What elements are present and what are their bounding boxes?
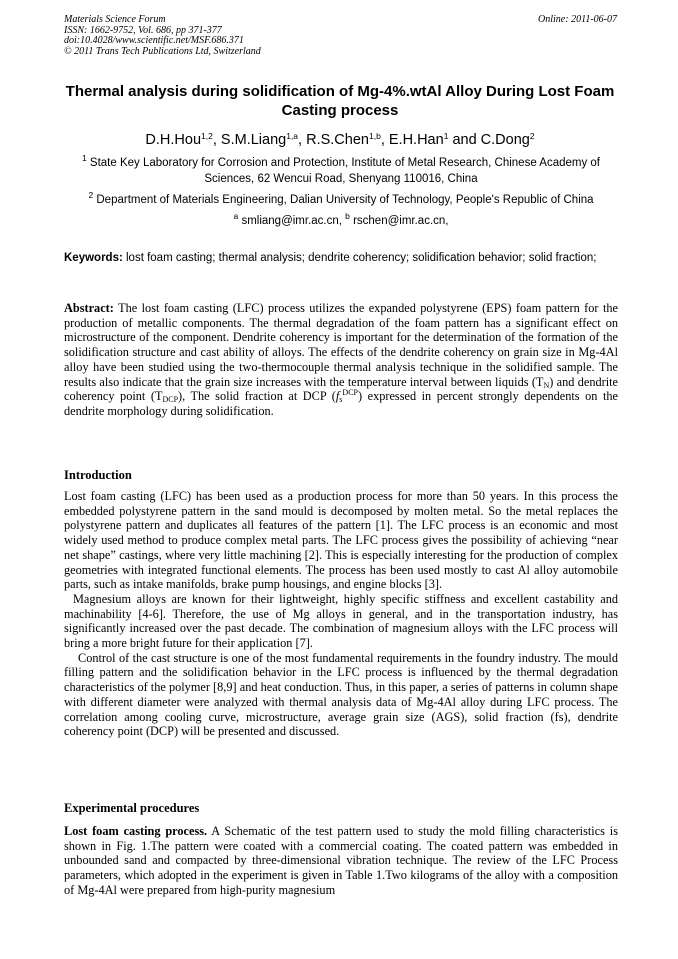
introduction-body [64,489,618,739]
paragraph: Lost foam casting (LFC) has been used as a production process for more than 50 years. In this process the embedded polystyrene pattern in the sand mould is decomposed by molten metal. So the metal replaces the polystyrene pattern and duplicates all features of the pattern [1]. The LFC process is an economic and most widely used method to produce complex metal parts. The LFC process gives the possibility of achieving “near net shape” castings, where very little machining [2]. This is especially interesting for the production of complex geometries with integrated functional elements. The process has been used mostly to cast Al alloy automobile parts, such as intake manifolds, brake pump housings, and engine blocks [3]. [64,489,618,592]
section-heading-introduction: Introduction [64,468,132,482]
abstract-label: Abstract: [64,301,114,315]
experimental-body [64,824,618,898]
affiliation-2: $^2$ Department of Materials Engineering, Dalian University of Technology, People's Republic of China [88,190,594,206]
run-in-heading: Lost foam casting process. [64,824,208,838]
paragraph: Magnesium alloys are known for their lightweight, highly specific stiffness and excellent castability and machinability [4-6]. Therefore, the use of Mg alloys in general, and in the transportation industry, has significantly increased over the past decade. The combination of magnesium alloys with the LFC process will bring a more bright future for their application [7]. [64,591,618,651]
copyright-line: © 2011 Trans Tech Publications Ltd, Switzerland [64,45,261,57]
author: R.S.Chen$^{1,b}$, [306,131,389,148]
paragraph: A Schematic of the test pattern used to study the mold filling characteristics is shown in Fig. 1.The pattern were coated with a commercial coating. The coated pattern was embedded in unbounded sand and compacted by three-dimensional vibration technique. The review of the LFC Process parameters, which adopted in the experiment is given in Table 1.Two kilograms of the alloy with a composition of Mg-4Al were prepared from high-purity magnesium [64,824,618,897]
author: S.M.Liang$^{1,a}$, [220,131,307,148]
paper-title: Thermal analysis during solidification of Mg-4%.wtAl Alloy During Lost Foam Casting process [65,83,615,119]
affiliation-1: $^1$ State Key Laboratory for Corrosion and Protection, Institute of Metal Research, Chinese Academy of Sciences, 62 Wencui Road, Shenyang 110016, China [81,153,601,185]
paragraph: Control of the cast structure is one of the most fundamental requirements in the foundry industry. The mould filling pattern and the solidification behavior in the LFC process is influenced by the thermal degradation characteristics of the polymer [8,9] and heat conduction. Thus, in this paper, a series of patterns in column shape with different diameter were analyzed with thermal analysis data of Mg-4Al alloy during LFC process. The correlation among cooling curve, microstructure, average grain size (AGS), solid fraction (fs), dendrite coherency point (DCP) will be presented and discussed. [64,650,618,739]
section-heading-experimental: Experimental procedures [64,801,200,815]
issn-line: ISSN: 1662-9752, Vol. 686, pp 371-377 [64,24,222,36]
author: C.Dong$^2$ [480,131,535,148]
abstract: Abstract: The lost foam casting (LFC) process utilizes the expanded polystyrene (EPS) foam pattern for the production of metallic components. The thermal degradation of the foam pattern has a significant effect on microstructure of the component. Dendrite coherency is important for the determination of the formation of the solidification structure and cast ability of alloys. The effects of the dendrite coherency on grain size in Mg-4Al alloy have been studied using the two-thermocouple thermal analysis technique in the solidified sample. The results also indicate that the grain size increases with the temperature interval between liquids $(T_N)$ and dendrite coherency point $(T_{DCP})$, The solid fraction at DCP $(f_s^{DCP})$ expressed in percent strongly dependents on the dendrite morphology during solidification. [64,301,618,418]
author: E.H.Han$^1$ and [388,131,481,148]
journal-name: Materials Science Forum [64,14,166,25]
author: D.H.Hou$^{1,2}$, [145,131,221,148]
keywords [64,251,618,265]
email-a: smliang@imr.ac.cn, [241,215,346,227]
author-list [40,131,640,149]
online-date: Online: 2011-06-07 [538,14,617,25]
author-emails: $^a$ smliang@imr.ac.cn, $^b$ rschen@imr.ac.cn, [233,211,449,227]
publication-header [64,15,617,57]
email-b: rschen@imr.ac.cn, [353,215,449,227]
doi-line: doi:10.4028/www.scientific.net/MSF.686.371 [64,35,244,47]
keywords-label: Keywords: [64,252,123,264]
keywords-text: lost foam casting; thermal analysis; dendrite coherency; solidification behavior; solid fraction; [126,252,597,264]
